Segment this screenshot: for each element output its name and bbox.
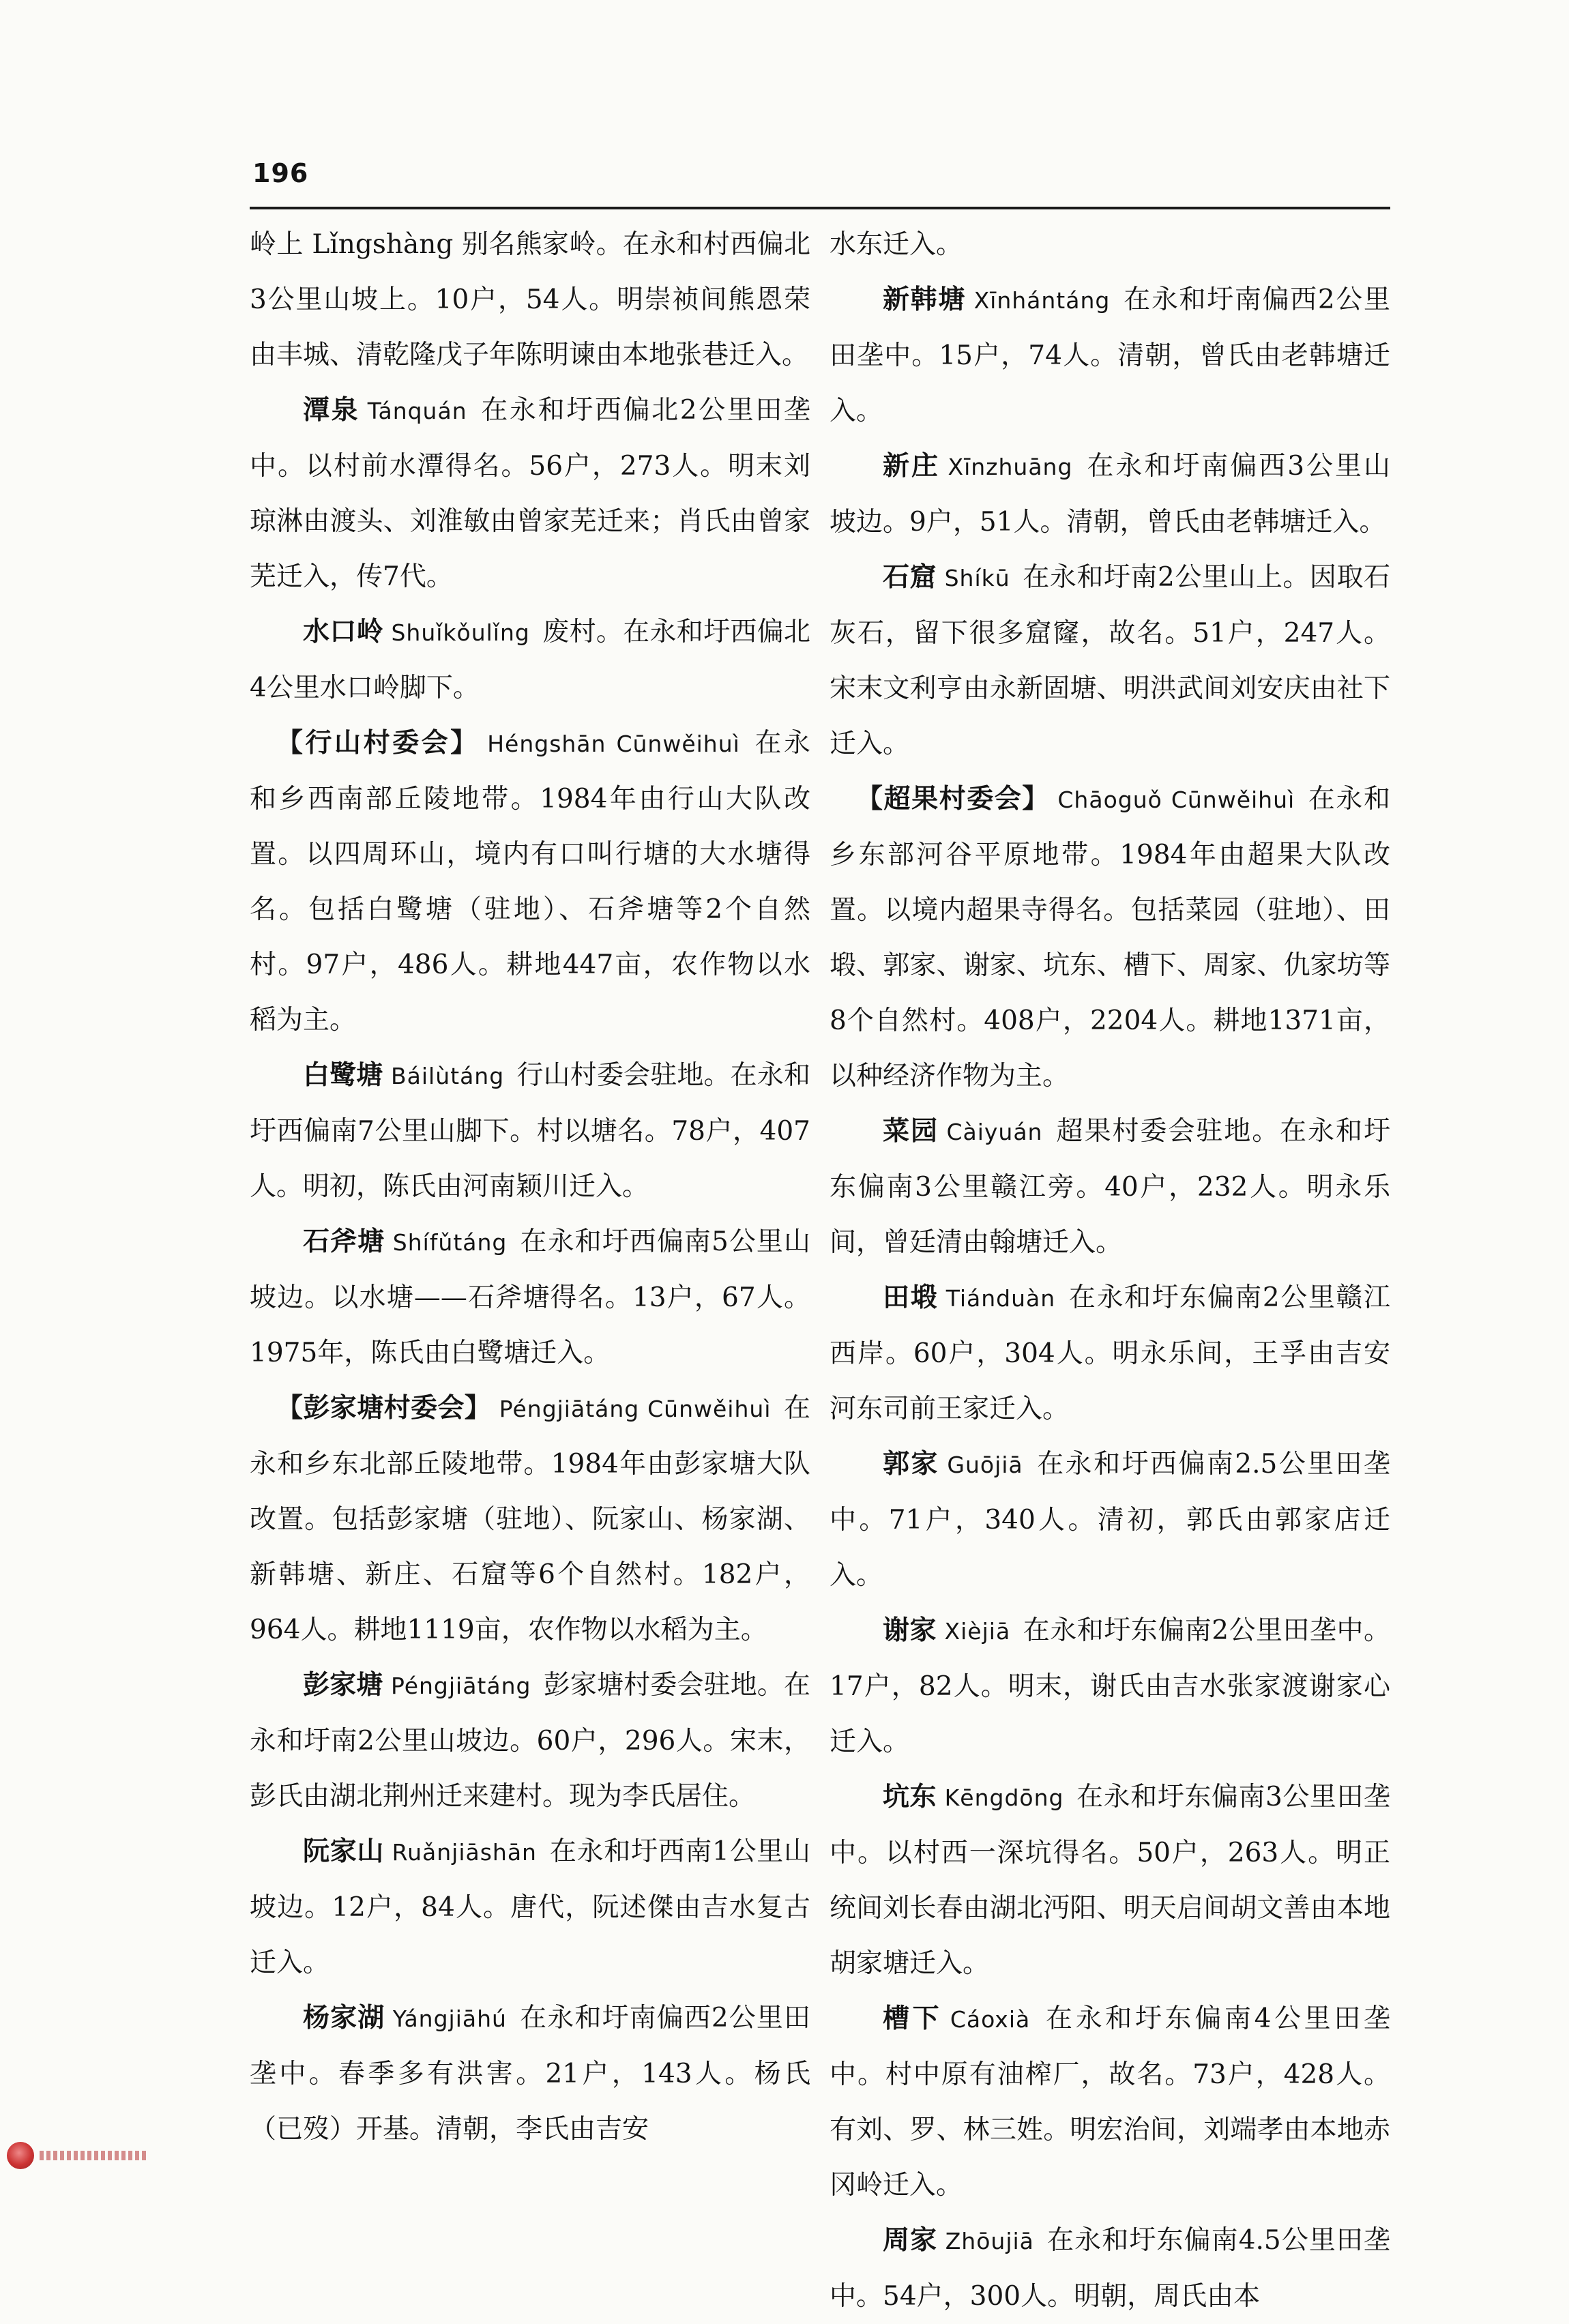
entry-pinyin: Zhōujiā bbox=[945, 2228, 1034, 2254]
entry-pinyin: Càiyuán bbox=[946, 1119, 1043, 1145]
entry-name: 田塅 bbox=[883, 1282, 939, 1313]
entry-name: 石斧塘 bbox=[303, 1226, 385, 1257]
entry-text: 在永和圩西偏南2.5公里田垄中。71户，340人。清初，郭氏由郭家店迁入。 bbox=[830, 1449, 1390, 1591]
left-column bbox=[250, 217, 810, 2157]
entry-shiku bbox=[830, 550, 1390, 771]
entry-text: 行山村委会驻地。在永和圩西偏南7公里山脚下。村以塘名。78户，407人。明初，陈氏由河南颖川迁入。 bbox=[250, 1060, 810, 1202]
entry-pinyin: Péngjiātáng Cūnwěihuì bbox=[499, 1396, 772, 1422]
entry-pinyin: Guōjiā bbox=[947, 1452, 1023, 1478]
entry-text: 彭家塘村委会驻地。在永和圩南2公里山坡边。60户，296人。宋末，彭氏由湖北荆州迁来建村。现为李氏居住。 bbox=[250, 1670, 810, 1812]
entry-caoxia bbox=[830, 1991, 1390, 2213]
entry-name: 新韩塘 bbox=[883, 284, 967, 315]
entry-pinyin: Shífǔtáng bbox=[392, 1229, 508, 1256]
entry-xiejia bbox=[830, 1603, 1390, 1769]
entry-hengshan-committee bbox=[250, 716, 810, 1048]
entry-name: 新庄 bbox=[883, 451, 940, 482]
entry-text: 在永和圩西偏南5公里山坡边。以水塘——石斧塘得名。13户，67人。1975年，陈氏由白鹭塘迁入。 bbox=[250, 1226, 810, 1368]
entry-name: 潭泉 bbox=[303, 395, 360, 426]
entry-name: 杨家湖 bbox=[303, 2003, 385, 2033]
entry-chaoguo-committee bbox=[830, 771, 1390, 1104]
entry-pinyin: Kēngdōng bbox=[944, 1784, 1064, 1811]
entry-name: 水口岭 bbox=[303, 617, 383, 647]
site-watermark bbox=[7, 2141, 164, 2171]
page-number: 196 bbox=[252, 158, 309, 188]
entry-text: 在永和乡东北部丘陵地带。1984年由彭家塘大队改置。包括彭家塘（驻地）、阮家山、杨家湖、新韩塘、新庄、石窟等6个自然村。182户，964人。耕地1119亩，农作物以水稻为主。 bbox=[250, 1393, 810, 1645]
entry-name: 彭家塘 bbox=[303, 1670, 383, 1701]
entry-text: 岭上 Lǐngshàng 别名熊家岭。在永和村西偏北3公里山坡上。10户，54人。明崇祯间熊恩荣由丰城、清乾隆戊子年陈明谏由本地张巷迁入。 bbox=[250, 229, 810, 370]
watermark-seal-icon bbox=[7, 2142, 34, 2169]
entry-pinyin: Xièjiā bbox=[944, 1618, 1011, 1645]
entry-name: 【超果村委会】 bbox=[856, 784, 1050, 814]
entry-name: 周家 bbox=[883, 2225, 938, 2256]
entry-name: 郭家 bbox=[883, 1449, 939, 1480]
entry-name: 阮家山 bbox=[303, 1836, 385, 1867]
entry-name: 白鹭塘 bbox=[303, 1060, 383, 1091]
entry-pinyin: Chāoguǒ Cūnwěihuì bbox=[1057, 786, 1295, 813]
entry-tianduan bbox=[830, 1270, 1390, 1437]
entry-text: 在永和圩东偏南3公里田垄中。以村西一深坑得名。50户，263人。明正统间刘长春由湖北沔阳、明天启间胡文善由本地胡家塘迁入。 bbox=[830, 1782, 1390, 1979]
entry-lingshang bbox=[250, 217, 810, 383]
entry-text: 超果村委会驻地。在永和圩东偏南3公里赣江旁。40户，232人。明永乐间，曾廷清由翰塘迁入。 bbox=[830, 1116, 1390, 1258]
entry-pinyin: Xīnzhuāng bbox=[948, 454, 1073, 480]
entry-ruanjiashan bbox=[250, 1824, 810, 1990]
entry-guojia bbox=[830, 1437, 1390, 1603]
entry-kengdong bbox=[830, 1769, 1390, 1991]
entry-pinyin: Tiánduàn bbox=[945, 1285, 1056, 1312]
entry-pengjiatang bbox=[250, 1658, 810, 1824]
entry-pinyin: Xīnhántáng bbox=[973, 287, 1111, 314]
header-rule bbox=[250, 207, 1390, 209]
entry-text: 水东迁入。 bbox=[830, 229, 963, 260]
entry-pinyin: Ruǎnjiāshān bbox=[392, 1839, 537, 1866]
entry-text: 在永和圩东偏南4公里田垄中。村中原有油榨厂，故名。73户，428人。有刘、罗、林三姓。明宏治间，刘端孝由本地赤冈岭迁入。 bbox=[830, 2003, 1390, 2201]
entry-text: 在永和乡西南部丘陵地带。1984年由行山大队改置。以四周环山，境内有口叫行塘的大水塘得名。包括白鹭塘（驻地）、石斧塘等2个自然村。97户，486人。耕地447亩，农作物以水稻为主。 bbox=[250, 728, 810, 1035]
entry-text: 在永和圩南偏西2公里田垄中。15户，74人。清朝，曾氏由老韩塘迁入。 bbox=[830, 284, 1390, 426]
entry-name: 【彭家塘村委会】 bbox=[276, 1393, 492, 1424]
entry-name: 坑东 bbox=[883, 1782, 937, 1812]
entry-pinyin: Shíkū bbox=[944, 565, 1010, 591]
entry-pinyin: Shuǐkǒulǐng bbox=[391, 619, 530, 646]
entry-pinyin: Héngshān Cūnwěihuì bbox=[487, 731, 740, 757]
entry-name: 槽下 bbox=[883, 2003, 943, 2034]
entry-pinyin: Cáoxià bbox=[950, 2006, 1031, 2033]
entry-text: 在永和圩南2公里山上。因取石灰石，留下很多窟窿，故名。51户，247人。宋末文利亨由永新固塘、明洪武间刘安庆由社下迁入。 bbox=[830, 562, 1390, 759]
entry-text: 在永和圩西南1公里山坡边。12户，84人。唐代，阮述傑由吉水复古迁入。 bbox=[250, 1836, 810, 1978]
entry-pinyin: Tánquán bbox=[367, 398, 467, 424]
entry-pengjiatang-committee bbox=[250, 1381, 810, 1658]
entry-yangjiahu bbox=[250, 1990, 810, 2157]
entry-bailutang bbox=[250, 1048, 810, 1214]
entry-text: 在永和圩东偏南2公里赣江西岸。60户，304人。明永乐间，王孚由吉安河东司前王家迁入。 bbox=[830, 1282, 1390, 1424]
entry-name: 谢家 bbox=[883, 1615, 937, 1646]
entry-pinyin: Yángjiāhú bbox=[392, 2005, 507, 2032]
entry-shifutang bbox=[250, 1214, 810, 1381]
right-column bbox=[830, 217, 1390, 2324]
entry-xinzhuang bbox=[830, 439, 1390, 550]
entry-pinyin: Péngjiātáng bbox=[390, 1673, 531, 1699]
entry-shuikouling bbox=[250, 604, 810, 716]
entry-continued-text bbox=[830, 217, 1390, 272]
entry-xinhantang bbox=[830, 272, 1390, 439]
entry-caiyuan bbox=[830, 1104, 1390, 1270]
entry-text: 在永和圩南偏西2公里田垄中。春季多有洪害。21户，143人。杨氏（已歿）开基。清朝，李氏由吉安 bbox=[250, 2003, 810, 2145]
entry-pinyin: Báilùtáng bbox=[391, 1063, 505, 1089]
entry-text: 在永和圩东偏南2公里田垄中。17户，82人。明末，谢氏由吉水张家渡谢家心迁入。 bbox=[830, 1615, 1390, 1757]
entry-text: 在永和圩东偏南4.5公里田垄中。54户，300人。明朝，周氏由本 bbox=[830, 2225, 1390, 2312]
entry-zhoujia bbox=[830, 2213, 1390, 2324]
entry-text: 在永和圩南偏西3公里山坡边。9户，51人。清朝，曾氏由老韩塘迁入。 bbox=[830, 451, 1390, 538]
watermark-text-graphic bbox=[40, 2151, 149, 2160]
entry-name: 石窟 bbox=[883, 562, 937, 593]
entry-text: 废村。在永和圩西偏北4公里水口岭脚下。 bbox=[250, 617, 810, 703]
entry-tanquan bbox=[250, 383, 810, 604]
entry-text: 在永和乡东部河谷平原地带。1984年由超果大队改置。以境内超果寺得名。包括菜园（驻地）、田塅、郭家、谢家、坑东、槽下、周家、仇家坊等8个自然村。408户，2204人。耕地1371亩，以种经济作物为主。 bbox=[830, 784, 1390, 1091]
entry-text: 在永和圩西偏北2公里田垄中。以村前水潭得名。56户，273人。明末刘琼淋由渡头、刘淮敏由曾家芜迁来；肖氏由曾家芜迁入，传7代。 bbox=[250, 395, 810, 592]
entry-name: 菜园 bbox=[883, 1116, 939, 1147]
entry-name: 【行山村委会】 bbox=[276, 728, 480, 759]
